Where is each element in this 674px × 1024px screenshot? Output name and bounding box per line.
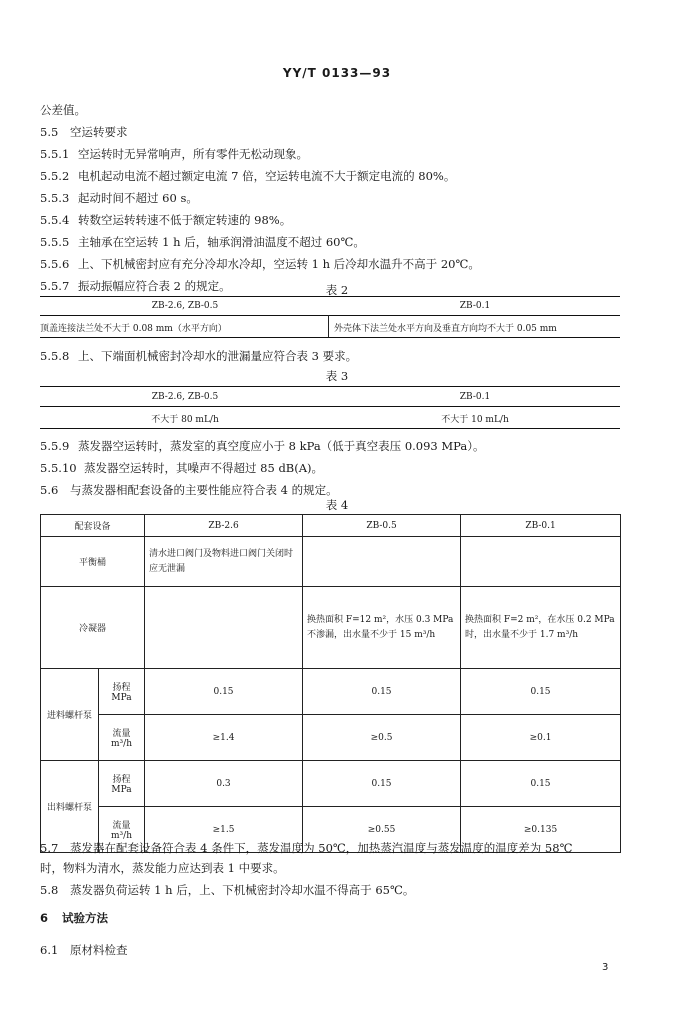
table4-row-label: 冷凝器	[41, 587, 145, 669]
clause-text: 转数空运转转速不低于额定转速的 98%。	[78, 213, 292, 227]
table4-group-label: 出料螺杆泵	[41, 761, 99, 853]
clause-text: 上、下端面机械密封冷却水的泄漏量应符合表 3 要求。	[78, 349, 358, 363]
table4-cell: 0.15	[145, 669, 303, 715]
clause-number: 5.5.8	[40, 349, 70, 363]
table-divider	[328, 315, 329, 337]
table3-caption: 表 3	[325, 369, 349, 383]
clause-line	[40, 234, 365, 250]
table4-header-col: ZB-0.1	[461, 515, 621, 537]
table4-param-label: 扬程 MPa	[99, 761, 145, 807]
clause-line	[40, 124, 128, 140]
page-header: YY/T 0133—93	[282, 66, 392, 80]
table3-value-right: 不大于 10 mL/h	[441, 415, 509, 425]
table-rule	[40, 428, 620, 429]
table-rule	[40, 337, 620, 338]
table4-cell	[461, 537, 621, 587]
clause-text: 蒸发器在配套设备符合表 4 条件下，蒸发温度为 50℃，加热蒸汽温度与蒸发温度的温度差为 58℃	[70, 841, 573, 855]
table-rule	[40, 386, 620, 387]
table2-value-left: 顶盖连接法兰处不大于 0.08 mm（水平方向）	[40, 324, 227, 334]
section-heading	[40, 910, 108, 926]
clause-text: 空运转要求	[70, 125, 128, 139]
table4	[40, 514, 621, 853]
clause-line	[40, 942, 128, 958]
clause-line	[40, 460, 323, 476]
clause-number: 5.5.3	[40, 191, 70, 205]
clause-number: 6.1	[40, 943, 59, 957]
clause-line	[40, 102, 86, 118]
table4-group-label: 进料螺杆泵	[41, 669, 99, 761]
clause-number: 5.5.10	[40, 461, 77, 475]
table3-header-left: ZB-2.6, ZB-0.5	[151, 392, 219, 402]
clause-line	[40, 168, 455, 184]
clause-line	[40, 146, 308, 162]
clause-text: 振动振幅应符合表 2 的规定。	[78, 279, 231, 293]
table4-cell: 0.15	[303, 761, 461, 807]
table-row	[41, 515, 621, 537]
table4-cell	[303, 537, 461, 587]
clause-text: 与蒸发器相配套设备的主要性能应符合表 4 的规定。	[70, 483, 338, 497]
table4-cell: 清水进口阀门及物料进口阀门关闭时应无泄漏	[145, 537, 303, 587]
table-rule	[40, 315, 620, 316]
clause-line	[40, 348, 357, 364]
clause-line	[40, 840, 572, 856]
table4-param-label: 扬程 MPa	[99, 669, 145, 715]
table-row	[41, 537, 621, 587]
clause-text: 电机起动电流不超过额定电流 7 倍，空运转电流不大于额定电流的 80%。	[78, 169, 456, 183]
table4-cell: 0.15	[303, 669, 461, 715]
page-number: 3	[602, 962, 609, 973]
clause-text: 空运转时无异常响声，所有零件无松动现象。	[78, 147, 308, 161]
clause-number: 5.5.9	[40, 439, 70, 453]
clause-number: 5.5.7	[40, 279, 70, 293]
clause-line	[40, 482, 338, 498]
table-row	[41, 587, 621, 669]
table4-cell: 换热面积 F=2 m²，在水压 0.2 MPa 时，出水量不少于 1.7 m³/h	[461, 587, 621, 669]
table4-cell: ≥0.5	[303, 715, 461, 761]
table4-header-col: ZB-0.5	[303, 515, 461, 537]
clause-line	[40, 438, 485, 454]
table3-value-left: 不大于 80 mL/h	[151, 415, 219, 425]
clause-text: 原材料检查	[70, 943, 128, 957]
table-row	[41, 761, 621, 807]
table4-cell: 0.15	[461, 669, 621, 715]
table4-cell: ≥1.5	[145, 807, 303, 853]
clause-text: 蒸发器空运转时，蒸发室的真空度应小于 8 kPa（低于真空表压 0.093 MPa）。	[78, 439, 485, 453]
table-rule	[40, 296, 620, 297]
clause-line	[40, 256, 480, 272]
table2-header-left: ZB-2.6, ZB-0.5	[151, 301, 219, 311]
table4-cell: 0.3	[145, 761, 303, 807]
clause-number: 5.5.6	[40, 257, 70, 271]
clause-line	[40, 212, 291, 228]
clause-number: 5.8	[40, 883, 59, 897]
clause-text: 上、下机械密封应有充分冷却水冷却，空运转 1 h 后冷却水温升不高于 20℃。	[78, 257, 480, 271]
clause-number: 5.5.5	[40, 235, 70, 249]
clause-text: 试验方法	[62, 911, 108, 925]
table-row	[41, 715, 621, 761]
table-row	[41, 669, 621, 715]
table4-cell	[145, 587, 303, 669]
table4-param-label: 流量 m³/h	[99, 715, 145, 761]
table4-cell: 0.15	[461, 761, 621, 807]
clause-line	[40, 190, 198, 206]
clause-line	[40, 882, 414, 898]
table2-caption: 表 2	[325, 283, 349, 297]
clause-number: 5.5.2	[40, 169, 70, 183]
table4-cell: ≥1.4	[145, 715, 303, 761]
clause-text: 时，物料为清水，蒸发能力应达到表 1 中要求。	[40, 861, 285, 875]
clause-text: 起动时间不超过 60 s。	[78, 191, 198, 205]
table4-cell: ≥0.55	[303, 807, 461, 853]
table4-row-label: 平衡桶	[41, 537, 145, 587]
clause-number: 6	[40, 911, 49, 925]
table4-caption: 表 4	[325, 498, 349, 512]
clause-number: 5.6	[40, 483, 59, 497]
clause-number: 5.5.4	[40, 213, 70, 227]
clause-text: 蒸发器空运转时，其噪声不得超过 85 dB(A)。	[84, 461, 324, 475]
table4-cell: ≥0.1	[461, 715, 621, 761]
table4-cell: 换热面积 F=12 m²，水压 0.3 MPa 不渗漏，出水量不少于 15 m³/h	[303, 587, 461, 669]
table4-cell: ≥0.135	[461, 807, 621, 853]
clause-text: 公差值。	[40, 103, 86, 117]
clause-text: 蒸发器负荷运转 1 h 后，上、下机械密封冷却水温不得高于 65℃。	[70, 883, 415, 897]
clause-number: 5.5.1	[40, 147, 70, 161]
clause-number: 5.5	[40, 125, 59, 139]
table4-header-equipment: 配套设备	[41, 515, 145, 537]
table-rule	[40, 406, 620, 407]
table4-header-col: ZB-2.6	[145, 515, 303, 537]
table2-header-right: ZB-0.1	[459, 301, 491, 311]
clause-number: 5.7	[40, 841, 59, 855]
table4-param-label: 流量 m³/h	[99, 807, 145, 853]
clause-line	[40, 860, 285, 876]
table3-header-right: ZB-0.1	[459, 392, 491, 402]
clause-text: 主轴承在空运转 1 h 后，轴承润滑油温度不超过 60℃。	[78, 235, 365, 249]
table2-value-right: 外壳体下法兰处水平方向及垂直方向均不大于 0.05 mm	[334, 324, 557, 334]
